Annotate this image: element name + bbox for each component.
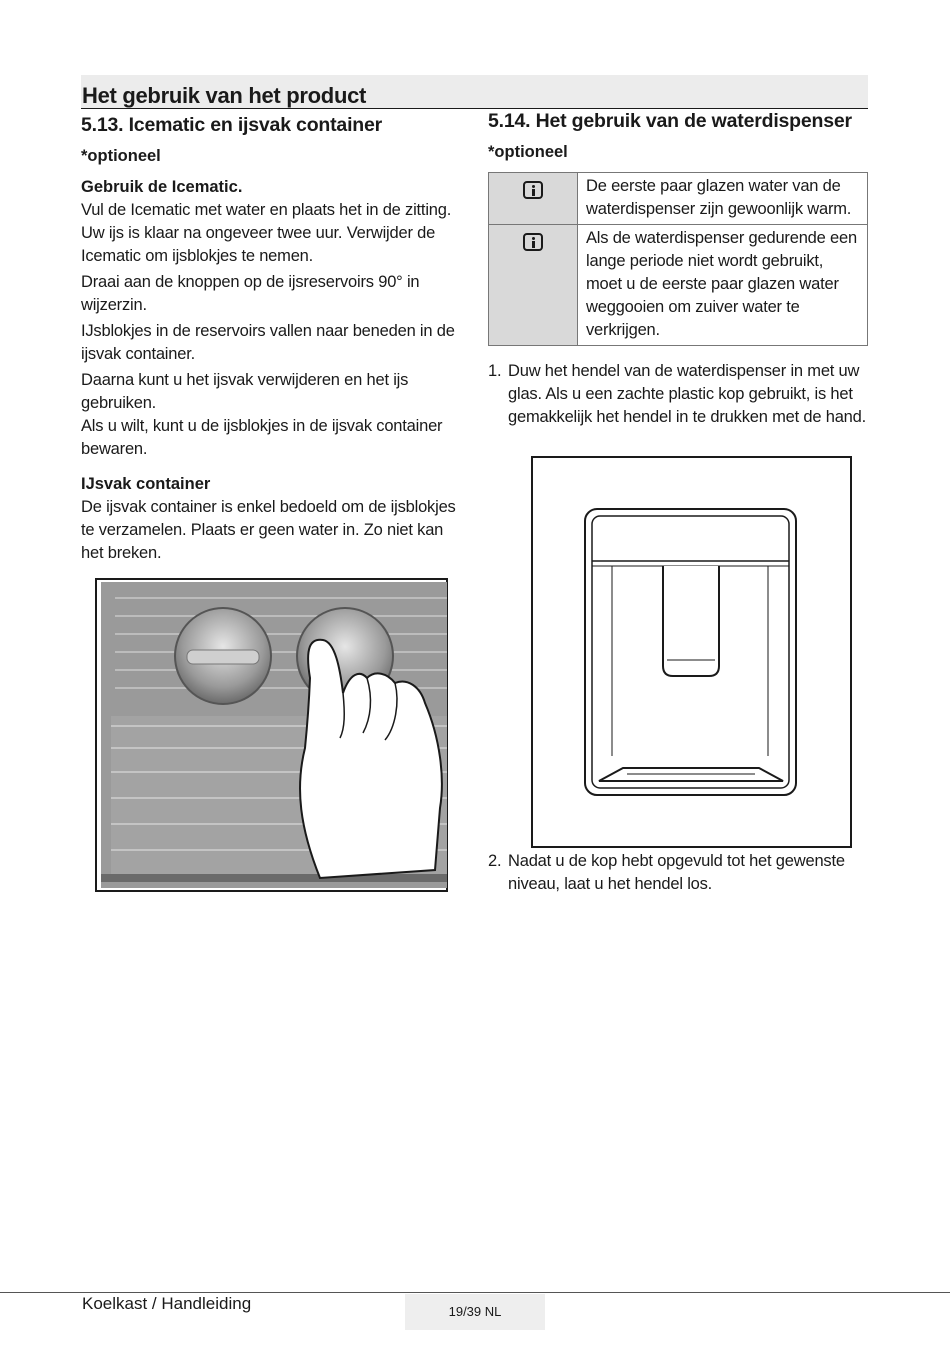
subheading-ice-container: IJsvak container [81,475,211,493]
right-column [488,110,868,429]
steps-list [488,850,868,896]
step-text: Nadat u de kop hebt opgevuld tot het gewenste niveau, laat u het hendel los. [508,852,845,893]
optional-label: *optioneel [81,147,161,165]
info-note [489,225,868,346]
paragraph: De ijsvak container is enkel bedoeld om de ijsblokjes te verzamelen. Plaats er geen water in. Zo niet kan het breken. [81,498,456,562]
footer-divider [0,1292,950,1293]
section-heading-water-dispenser: 5.14. Het gebruik van de waterdispenser [488,110,852,132]
footer-manual-title: Koelkast / Handleiding [82,1294,252,1313]
water-dispenser-illustration [531,456,852,848]
info-icon [523,181,543,199]
info-note-text: Als de waterdispenser gedurende een lange periode niet wordt gebruikt, moet u de eerste paar glazen water weggooien om zuiver water te verkrijgen. [578,225,868,346]
info-icon [523,233,543,251]
paragraph: IJsblokjes in de reservoirs vallen naar beneden in de ijsvak container. [81,322,455,363]
optional-label: *optioneel [488,143,568,161]
step-number: 2. [488,852,502,870]
page-number: 19/39 NL [405,1294,545,1330]
steps-list [488,360,868,429]
page-title: Het gebruik van het product [82,83,367,108]
left-column [81,114,463,568]
section-heading-icematic: 5.13. Icematic en ijsvak container [81,114,383,136]
step-item [488,360,868,429]
step-number: 1. [488,362,502,380]
paragraph: Draai aan de knoppen op de ijsreservoirs 90° in wijzerzin. [81,273,420,314]
info-notes-table [488,172,868,346]
paragraph: Vul de Icematic met water en plaats het in de zitting. Uw ijs is klaar na ongeveer twee uur. Verwijder de Icematic om ijsblokjes te nemen. [81,201,452,265]
info-note-text: De eerste paar glazen water van de waterdispenser zijn gewoonlijk warm. [578,173,868,225]
paragraph: Daarna kunt u het ijsvak verwijderen en het ijs gebruiken. [81,371,409,412]
icematic-knob-illustration [95,578,448,892]
step-item [488,850,868,896]
info-note [489,173,868,225]
step-2-container [488,850,868,896]
subheading-use-icematic: Gebruik de Icematic. [81,178,243,196]
paragraph: Als u wilt, kunt u de ijsblokjes in de ijsvak container bewaren. [81,417,443,458]
step-text: Duw het hendel van de waterdispenser in met uw glas. Als u een zachte plastic kop gebruikt, is het gemakkelijk het hendel in te drukken met de hand. [508,362,867,426]
